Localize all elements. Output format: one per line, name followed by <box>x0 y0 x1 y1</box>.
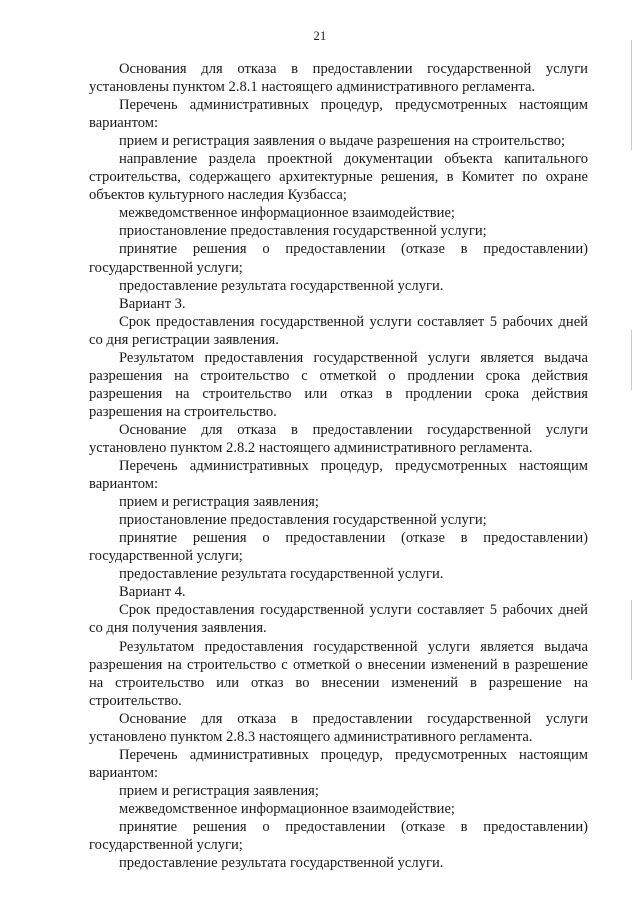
list-item: принятие решения о предоставлении (отказе в предоставлении) государственной услуги; <box>89 818 588 854</box>
paragraph: Перечень административных процедур, предусмотренных настоящим вариантом: <box>89 97 588 132</box>
variant-heading: Вариант 4. <box>119 584 186 601</box>
document-body <box>89 60 588 872</box>
paragraph: Перечень административных процедур, предусмотренных настоящим вариантом: <box>89 458 588 493</box>
scan-artifact-line <box>631 40 632 150</box>
paragraph: Срок предоставления государственной услуги составляет 5 рабочих дней со дня регистрации заявления. <box>89 313 588 348</box>
list-item: межведомственное информационное взаимодействие; <box>119 205 455 222</box>
list-item: предоставление результата государственной услуги. <box>119 277 444 294</box>
list-item: предоставление результата государственной услуги. <box>119 855 444 872</box>
list-item: прием и регистрация заявления; <box>119 782 319 799</box>
paragraph: Перечень административных процедур, предусмотренных настоящим вариантом: <box>89 746 588 781</box>
paragraph: Срок предоставления государственной услуги составляет 5 рабочих дней со дня получения заявления. <box>89 602 588 637</box>
variant-heading: Вариант 3. <box>119 295 186 312</box>
list-item: предоставление результата государственной услуги. <box>119 566 444 583</box>
scan-artifact-line <box>631 600 632 680</box>
paragraph: Результатом предоставления государственной услуги является выдача разрешения на строительство с отметкой о внесении изменений в разрешение на строительство или отказ во внесении изменений в разрешение на строительство. <box>89 638 588 709</box>
paragraph: Основания для отказа в предоставлении государственной услуги установлены пунктом 2.8.1 настоящего административного регламента. <box>89 61 588 96</box>
list-item: прием и регистрация заявления о выдаче разрешения на строительство; <box>119 133 566 150</box>
list-item: прием и регистрация заявления; <box>119 494 319 511</box>
page-number: 21 <box>313 29 327 43</box>
list-item: приостановление предоставления государственной услуги; <box>119 223 487 240</box>
list-item: принятие решения о предоставлении (отказе в предоставлении) государственной услуги; <box>89 241 588 276</box>
paragraph: Результатом предоставления государственной услуги является выдача разрешения на строительство с отметкой о продлении срока действия разрешения на строительство или отказ в продлении срока действия разрешения на строительство. <box>89 349 588 420</box>
list-item: направление раздела проектной документации объекта капитального строительства, содержащего архитектурные решения, в Комитет по охране объектов культурного наследия Кузбасса; <box>89 151 588 204</box>
list-item: приостановление предоставления государственной услуги; <box>119 512 487 529</box>
list-item: межведомственное информационное взаимодействие; <box>119 800 455 817</box>
paragraph: Основание для отказа в предоставлении государственной услуги установлено пунктом 2.8.3 настоящего административного регламента. <box>89 710 588 745</box>
scan-artifact-line <box>631 330 632 390</box>
paragraph: Основание для отказа в предоставлении государственной услуги установлено пунктом 2.8.2 настоящего административного регламента. <box>89 421 588 456</box>
list-item: принятие решения о предоставлении (отказе в предоставлении) государственной услуги; <box>89 530 588 565</box>
